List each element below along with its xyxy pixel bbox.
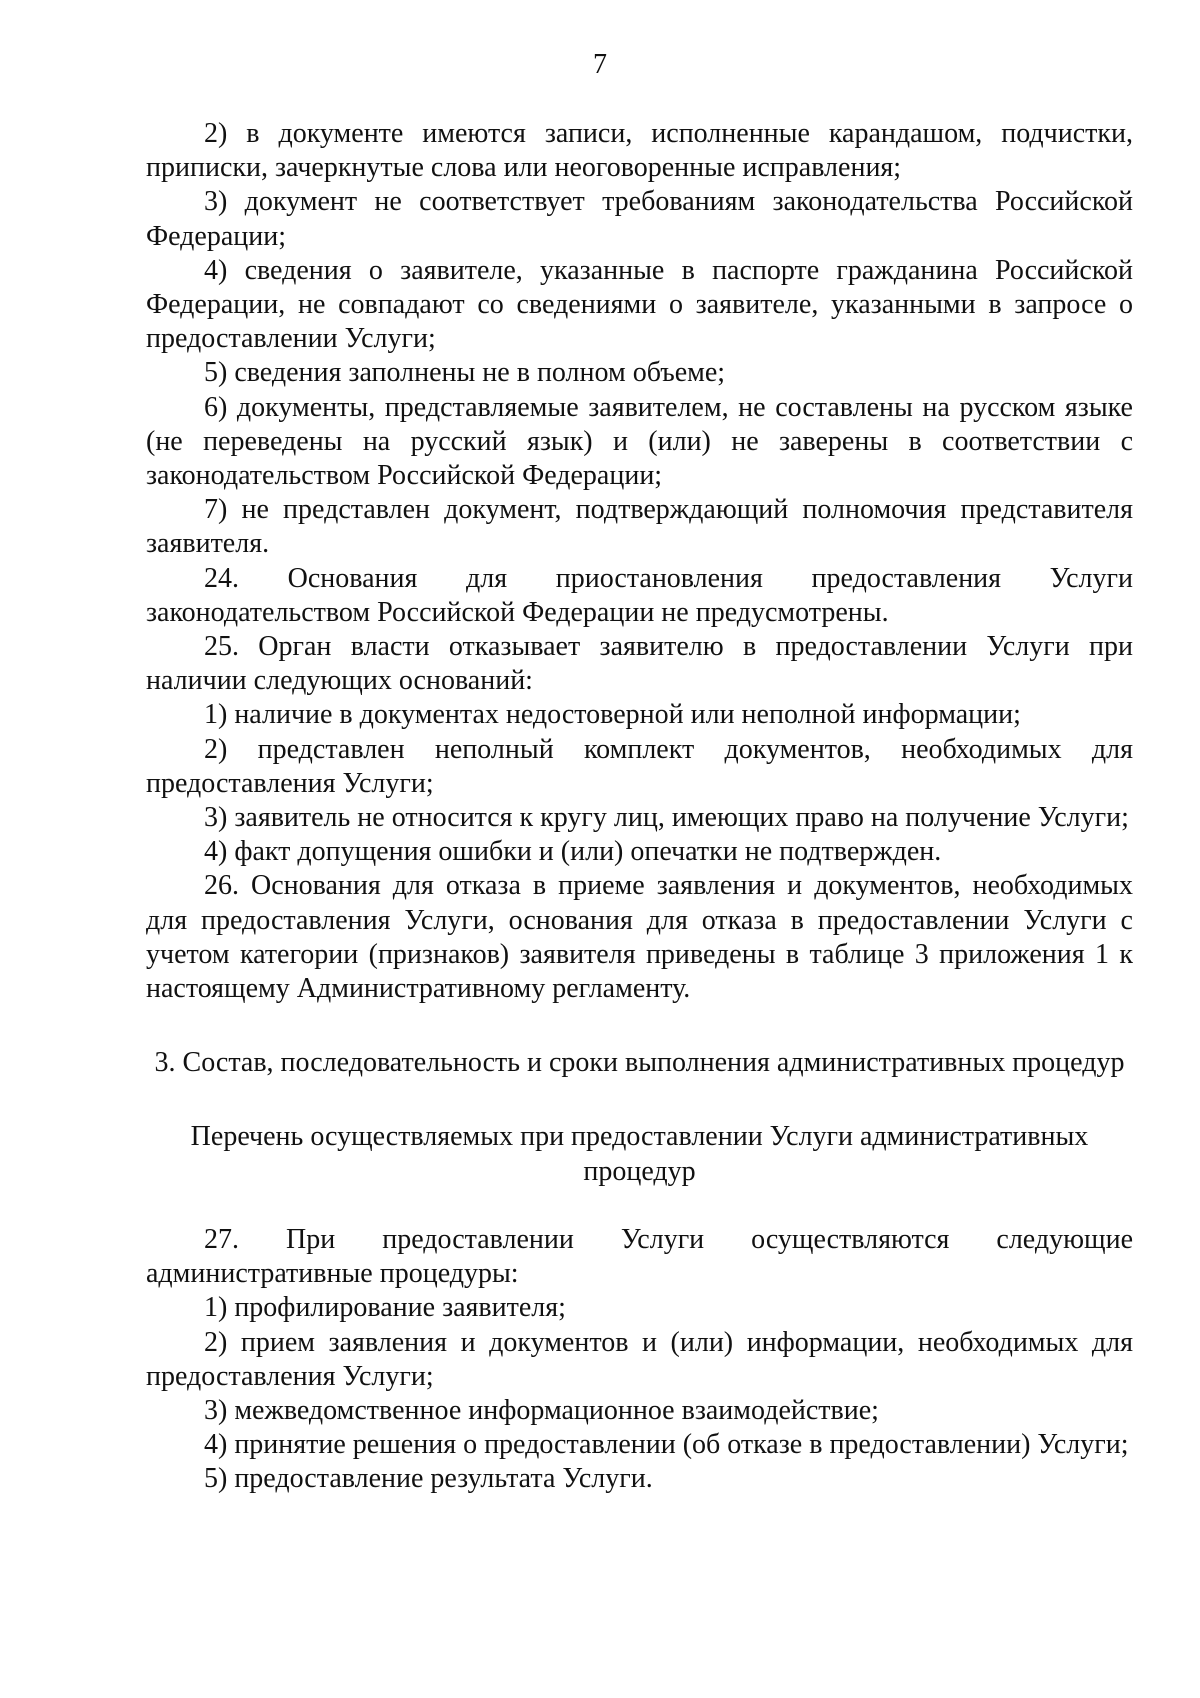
page-number: 7 <box>593 49 607 80</box>
paragraph: 3) заявитель не относится к кругу лиц, имеющих право на получение Услуги; <box>204 802 1129 834</box>
paragraph: 26. Основания для отказа в приеме заявления и документов, необходимых для предоставления Услуги, основания для отказа в предоставлении Услуги с учетом категории (признаков) заявителя приведены в таблице 3 приложения 1 к настоящему Административному регламенту. <box>146 870 1133 1005</box>
paragraph: 2) в документе имеются записи, исполненные карандашом, подчистки, приписки, зачеркнутые слова или неоговоренные исправления; <box>146 118 1133 184</box>
section-heading: 3. Состав, последовательность и сроки выполнения административных процедур <box>154 1047 1125 1079</box>
paragraph: 1) профилирование заявителя; <box>204 1292 566 1324</box>
paragraph: 4) факт допущения ошибки и (или) опечатки не подтвержден. <box>204 836 942 868</box>
paragraph: 6) документы, представляемые заявителем, не составлены на русском языке (не переведены на русский язык) и (или) не заверены в соответствии с законодательством Российской Федерации; <box>146 391 1133 492</box>
paragraph: 3) межведомственное информационное взаимодействие; <box>204 1394 879 1426</box>
paragraph: 1) наличие в документах недостоверной или неполной информации; <box>204 699 1021 731</box>
spacer <box>146 1189 1133 1223</box>
paragraph: 4) принятие решения о предоставлении (об отказе в предоставлении) Услуги; <box>204 1429 1129 1461</box>
paragraph: 24. Основания для приостановления предоставления Услуги законодательством Российской Федерации не предусмотрены. <box>146 562 1133 628</box>
paragraph: 27. При предоставлении Услуги осуществляются следующие административные процедуры: <box>146 1223 1133 1290</box>
paragraph: 2) прием заявления и документов и (или) информации, необходимых для предоставления Услуги; <box>146 1326 1133 1392</box>
spacer <box>146 1080 1133 1120</box>
paragraph: 5) сведения заполнены не в полном объеме; <box>204 357 726 389</box>
document-body <box>146 117 1133 1497</box>
paragraph: 7) не представлен документ, подтверждающий полномочия представителя заявителя. <box>146 494 1133 560</box>
paragraph: 4) сведения о заявителе, указанные в паспорте гражданина Российской Федерации, не совпадают со сведениями о заявителе, указанными в запросе о предоставлении Услуги; <box>146 254 1133 355</box>
paragraph: 3) документ не соответствует требованиям законодательства Российской Федерации; <box>146 186 1133 252</box>
spacer <box>146 1006 1133 1046</box>
paragraph: 25. Орган власти отказывает заявителю в предоставлении Услуги при наличии следующих оснований: <box>146 631 1133 697</box>
paragraph: 5) предоставление результата Услуги. <box>204 1463 653 1495</box>
paragraph: 2) представлен неполный комплект документов, необходимых для предоставления Услуги; <box>146 733 1133 799</box>
subsection-heading: Перечень осуществляемых при предоставлении Услуги административных процедур <box>190 1121 1089 1187</box>
